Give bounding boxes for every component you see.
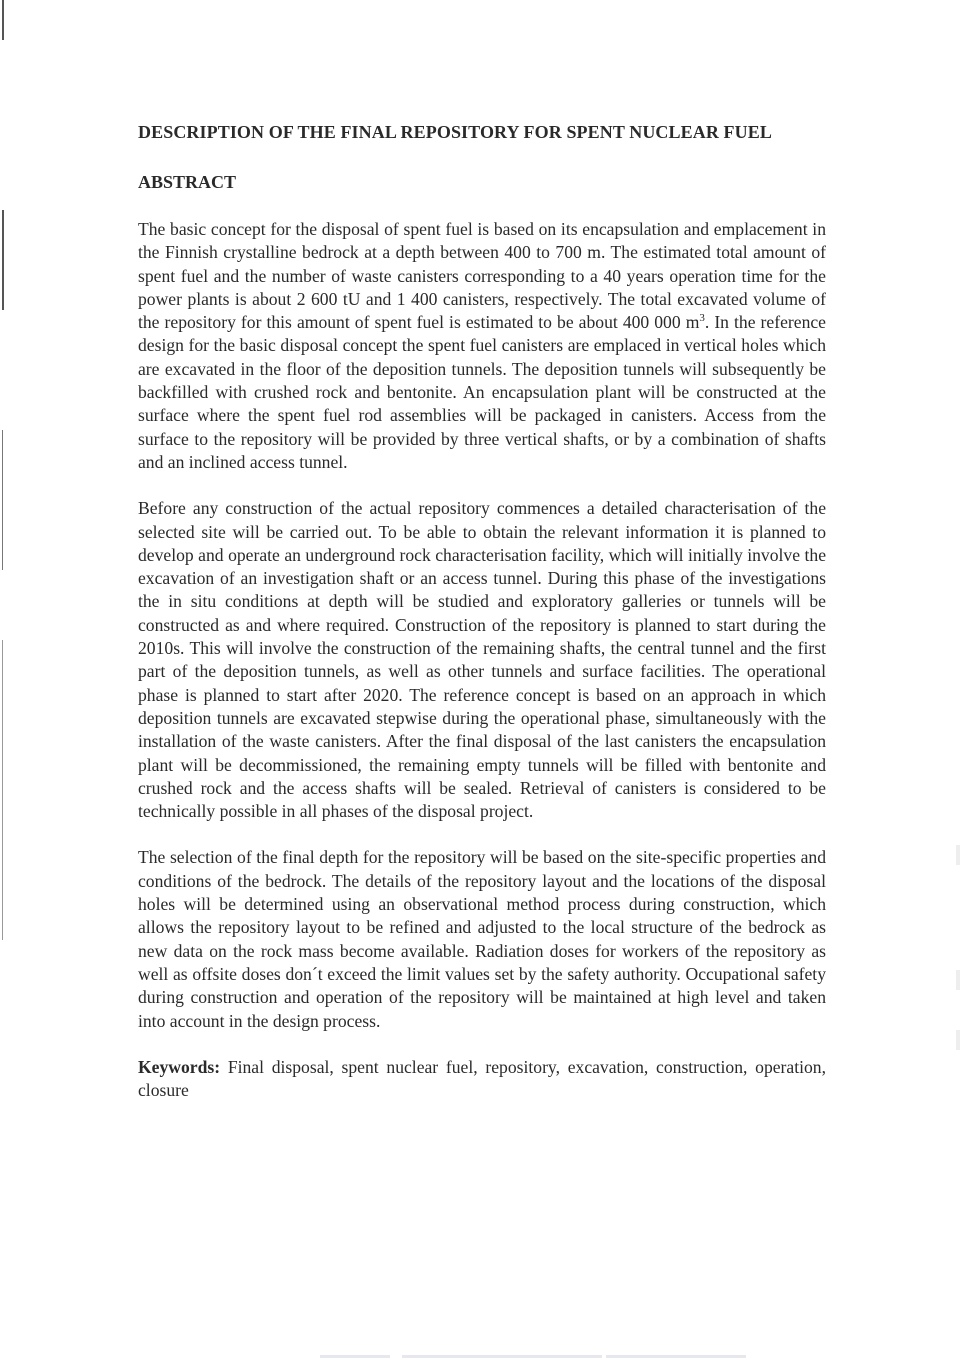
scan-artifact [2, 0, 4, 40]
scan-artifact [402, 1355, 602, 1358]
scan-artifact [2, 430, 3, 570]
scan-artifact [606, 1355, 746, 1358]
scan-artifact [320, 1355, 390, 1358]
document-title: DESCRIPTION OF THE FINAL REPOSITORY FOR SPENT NUCLEAR FUEL [138, 122, 772, 142]
scan-artifact [956, 1030, 960, 1050]
abstract-paragraph-2: Before any construction of the actual repository commences a detailed characterisation of the selected site will be carried out. To be able to obtain the relevant information it is planned to develop and operate an underground rock characterisation facility, which will initially involve the excavation of an investigation shaft or an access tunnel. During this phase of the investigations the in situ conditions at depth will be studied and exploratory galleries or tunnels will be constructed as and where required. Construction of the repository is planned to start during the 2010s. This will involve the construction of the remaining shafts, the central tunnel and the first part of the deposition tunnels, as well as other tunnels and surface facilities. The operational phase is planned to start after 2020. The reference concept is based on an approach in which deposition tunnels are excavated stepwise during the operational phase, simultaneously with the installation of the waste canisters. After the final disposal of the last canisters the encapsulation plant will be decommissioned, the remaining empty tunnels will be filled with bentonite and crushed rock and the access shafts will be sealed. Retrieval of canisters is considered to be technically possible in all phases of the disposal project. [138, 498, 826, 822]
abstract-paragraph-3: The selection of the final depth for the repository will be based on the site-specific properties and conditions of the bedrock. The details of the repository layout and the locations of the disposal holes will be determined using an observational method process during construction, which allows the repository layout to be refined and adjusted to the local structure of the bedrock as new data on the rock mass become available. Radiation doses for workers of the repository as well as offsite doses don´t exceed the limit values set by the safety authority. Occupational safety during construction and operation of the repository will be maintained at high level and taken into account in the design process. [138, 847, 826, 1031]
scan-artifact [956, 970, 960, 990]
paragraph-text: . In the reference design for the basic disposal concept the spent fuel canisters are emplaced in vertical holes which are excavated in the floor of the deposition tunnels. The deposition tunnels will subsequently be backfilled with crushed rock and bentonite. An encapsulation plant will be constructed at the surface where the spent fuel rod assemblies will be packaged in canisters. Access from the surface to the repository will be provided by three vertical shafts, or by a combination of shafts and an inclined access tunnel. [138, 312, 826, 472]
keywords-text: Final disposal, spent nuclear fuel, repository, excavation, construction, operation, closure [138, 1056, 826, 1101]
paragraph-text: The basic concept for the disposal of spent fuel is based on its encapsulation and emplacement in the Finnish crystalline bedrock at a depth between 400 to 700 m. The estimated total amount of spent fuel and the number of waste canisters corresponding to a 40 years operation time for the power plants is about 2 600 tU and 1 400 canisters, respectively. The total excavated volume of the repository for this amount of spent fuel is estimated to be about 400 000 m [138, 219, 826, 333]
superscript-exponent: 3 [699, 312, 705, 325]
scan-artifact [2, 640, 3, 940]
scan-artifact [2, 210, 4, 310]
abstract-paragraph-1 [138, 218, 826, 474]
document-page [138, 118, 826, 1102]
keywords-label: Keywords: [138, 1056, 221, 1077]
scan-artifact [956, 845, 960, 865]
abstract-heading: ABSTRACT [138, 172, 237, 192]
keywords-line [138, 1056, 826, 1103]
